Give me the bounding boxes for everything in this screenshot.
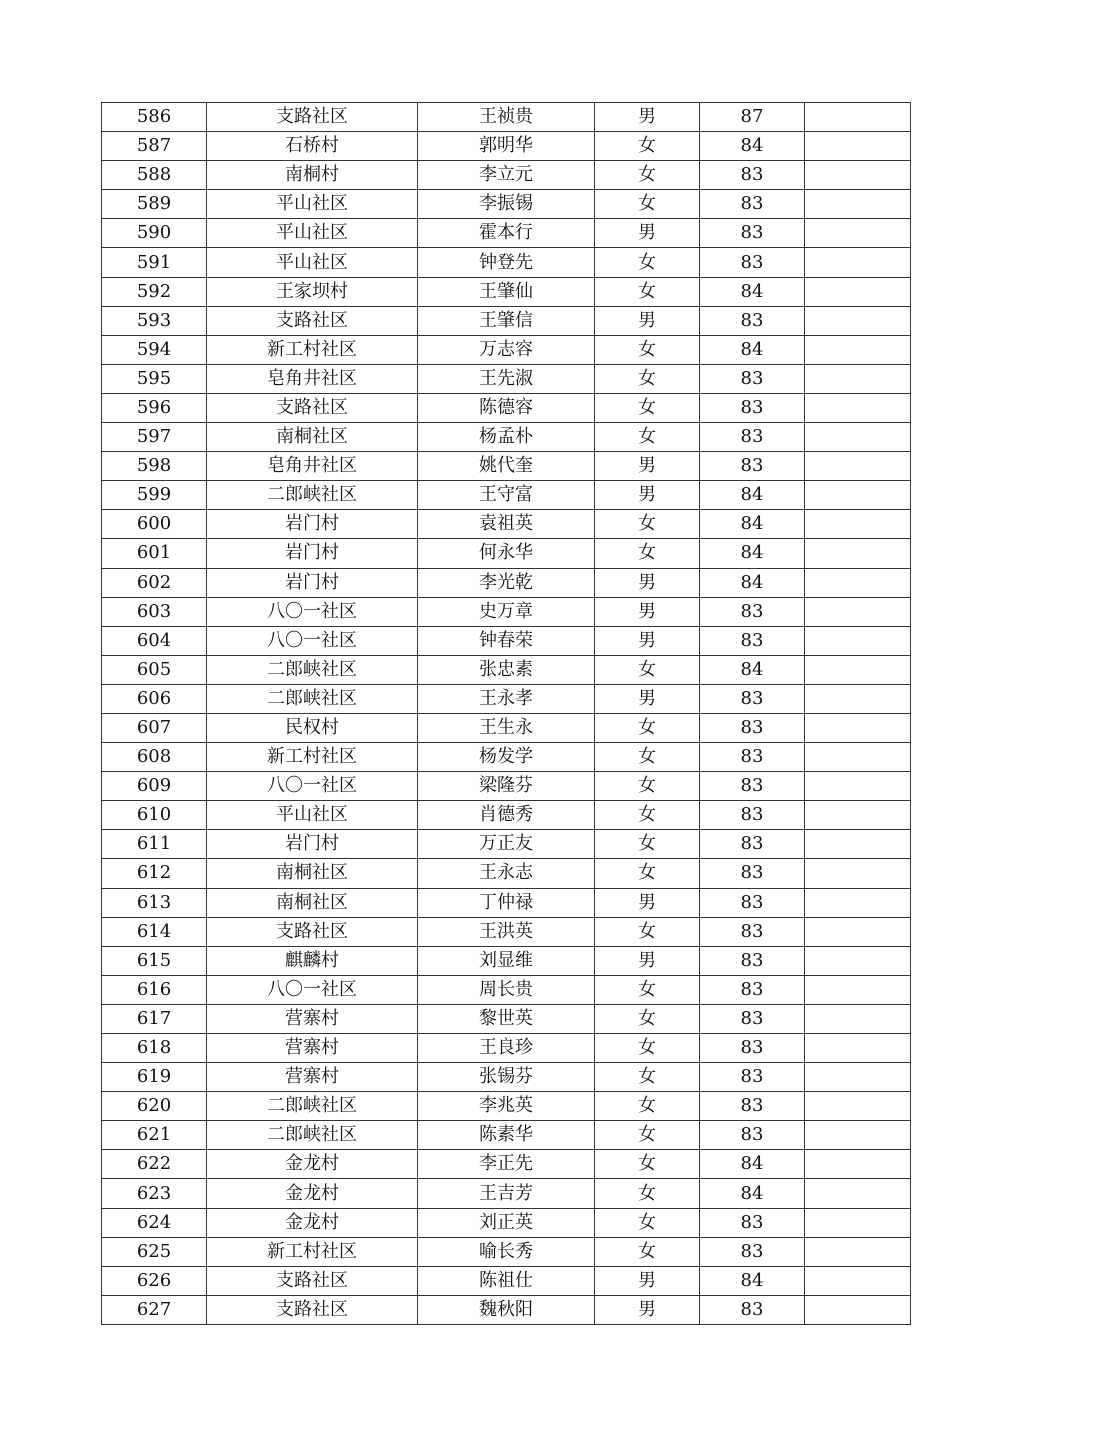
row-number-cell: 591 — [102, 248, 207, 277]
community-cell: 新工村社区 — [207, 743, 418, 772]
gender-cell: 女 — [595, 277, 700, 306]
person-name-cell: 张锡芬 — [418, 1063, 595, 1092]
remark-cell — [805, 975, 911, 1004]
remark-cell — [805, 1237, 911, 1266]
community-cell: 民权村 — [207, 713, 418, 742]
person-name-cell: 杨发学 — [418, 743, 595, 772]
gender-cell: 女 — [595, 830, 700, 859]
table-row — [102, 1208, 911, 1237]
table-row — [102, 161, 911, 190]
row-number-cell: 588 — [102, 161, 207, 190]
table-row — [102, 859, 911, 888]
gender-cell: 男 — [595, 684, 700, 713]
person-name-cell: 王吉芳 — [418, 1179, 595, 1208]
remark-cell — [805, 568, 911, 597]
gender-cell: 男 — [595, 219, 700, 248]
age-cell: 84 — [700, 1179, 805, 1208]
age-cell: 83 — [700, 1237, 805, 1266]
table-row — [102, 1063, 911, 1092]
table-row — [102, 335, 911, 364]
gender-cell: 女 — [595, 248, 700, 277]
row-number-cell: 601 — [102, 539, 207, 568]
table-row — [102, 539, 911, 568]
table-row — [102, 423, 911, 452]
table-row — [102, 946, 911, 975]
community-cell: 新工村社区 — [207, 335, 418, 364]
age-cell: 84 — [700, 335, 805, 364]
gender-cell: 男 — [595, 481, 700, 510]
table-row — [102, 772, 911, 801]
person-name-cell: 陈德容 — [418, 393, 595, 422]
community-cell: 南桐村 — [207, 161, 418, 190]
row-number-cell: 609 — [102, 772, 207, 801]
community-cell: 八〇一社区 — [207, 626, 418, 655]
age-cell: 83 — [700, 830, 805, 859]
remark-cell — [805, 306, 911, 335]
row-number-cell: 604 — [102, 626, 207, 655]
row-number-cell: 594 — [102, 335, 207, 364]
age-cell: 84 — [700, 1150, 805, 1179]
gender-cell: 女 — [595, 655, 700, 684]
community-cell: 南桐社区 — [207, 423, 418, 452]
community-cell: 八〇一社区 — [207, 597, 418, 626]
table-row — [102, 1004, 911, 1033]
remark-cell — [805, 743, 911, 772]
person-name-cell: 何永华 — [418, 539, 595, 568]
gender-cell: 女 — [595, 1034, 700, 1063]
row-number-cell: 622 — [102, 1150, 207, 1179]
community-cell: 平山社区 — [207, 801, 418, 830]
table-row — [102, 1266, 911, 1295]
row-number-cell: 618 — [102, 1034, 207, 1063]
person-name-cell: 杨孟朴 — [418, 423, 595, 452]
age-cell: 83 — [700, 1034, 805, 1063]
gender-cell: 男 — [595, 626, 700, 655]
table-row — [102, 1237, 911, 1266]
table-row — [102, 1034, 911, 1063]
remark-cell — [805, 1295, 911, 1324]
remark-cell — [805, 655, 911, 684]
table-row — [102, 655, 911, 684]
gender-cell: 女 — [595, 1063, 700, 1092]
community-cell: 新工村社区 — [207, 1237, 418, 1266]
table-row — [102, 393, 911, 422]
person-name-cell: 史万章 — [418, 597, 595, 626]
age-cell: 83 — [700, 1121, 805, 1150]
community-cell: 石桥村 — [207, 132, 418, 161]
table-row — [102, 743, 911, 772]
age-cell: 83 — [700, 713, 805, 742]
table-row — [102, 684, 911, 713]
remark-cell — [805, 1179, 911, 1208]
row-number-cell: 600 — [102, 510, 207, 539]
row-number-cell: 602 — [102, 568, 207, 597]
table-row — [102, 917, 911, 946]
remark-cell — [805, 1004, 911, 1033]
remark-cell — [805, 597, 911, 626]
person-name-cell: 万正友 — [418, 830, 595, 859]
remark-cell — [805, 364, 911, 393]
age-cell: 83 — [700, 248, 805, 277]
remark-cell — [805, 1034, 911, 1063]
age-cell: 83 — [700, 1004, 805, 1033]
age-cell: 83 — [700, 975, 805, 1004]
community-cell: 南桐社区 — [207, 888, 418, 917]
remark-cell — [805, 161, 911, 190]
age-cell: 83 — [700, 452, 805, 481]
person-name-cell: 李光乾 — [418, 568, 595, 597]
community-cell: 麒麟村 — [207, 946, 418, 975]
table-row — [102, 1121, 911, 1150]
community-cell: 营寨村 — [207, 1004, 418, 1033]
person-name-cell: 魏秋阳 — [418, 1295, 595, 1324]
table-row — [102, 830, 911, 859]
gender-cell: 女 — [595, 132, 700, 161]
remark-cell — [805, 219, 911, 248]
row-number-cell: 605 — [102, 655, 207, 684]
community-cell: 金龙村 — [207, 1179, 418, 1208]
community-cell: 平山社区 — [207, 248, 418, 277]
person-name-cell: 袁祖英 — [418, 510, 595, 539]
table-row — [102, 975, 911, 1004]
row-number-cell: 619 — [102, 1063, 207, 1092]
community-cell: 金龙村 — [207, 1150, 418, 1179]
remark-cell — [805, 510, 911, 539]
person-name-cell: 黎世英 — [418, 1004, 595, 1033]
row-number-cell: 616 — [102, 975, 207, 1004]
person-name-cell: 王永孝 — [418, 684, 595, 713]
age-cell: 83 — [700, 917, 805, 946]
age-cell: 87 — [700, 103, 805, 132]
table-row — [102, 132, 911, 161]
person-name-cell: 王肇信 — [418, 306, 595, 335]
remark-cell — [805, 452, 911, 481]
roster-table — [101, 102, 911, 1325]
gender-cell: 女 — [595, 1092, 700, 1121]
person-name-cell: 王洪英 — [418, 917, 595, 946]
age-cell: 83 — [700, 423, 805, 452]
person-name-cell: 李振锡 — [418, 190, 595, 219]
gender-cell: 女 — [595, 1208, 700, 1237]
remark-cell — [805, 626, 911, 655]
table-row — [102, 597, 911, 626]
person-name-cell: 丁仲禄 — [418, 888, 595, 917]
age-cell: 83 — [700, 801, 805, 830]
person-name-cell: 王良珍 — [418, 1034, 595, 1063]
age-cell: 84 — [700, 481, 805, 510]
community-cell: 二郎峡社区 — [207, 481, 418, 510]
age-cell: 84 — [700, 277, 805, 306]
gender-cell: 女 — [595, 1150, 700, 1179]
community-cell: 岩门村 — [207, 539, 418, 568]
gender-cell: 女 — [595, 1179, 700, 1208]
age-cell: 83 — [700, 743, 805, 772]
gender-cell: 女 — [595, 335, 700, 364]
person-name-cell: 肖德秀 — [418, 801, 595, 830]
gender-cell: 女 — [595, 1121, 700, 1150]
community-cell: 支路社区 — [207, 917, 418, 946]
age-cell: 83 — [700, 684, 805, 713]
table-row — [102, 626, 911, 655]
age-cell: 83 — [700, 626, 805, 655]
age-cell: 83 — [700, 364, 805, 393]
row-number-cell: 599 — [102, 481, 207, 510]
gender-cell: 女 — [595, 801, 700, 830]
table-row — [102, 1150, 911, 1179]
remark-cell — [805, 423, 911, 452]
row-number-cell: 621 — [102, 1121, 207, 1150]
row-number-cell: 593 — [102, 306, 207, 335]
person-name-cell: 王祯贵 — [418, 103, 595, 132]
age-cell: 83 — [700, 1295, 805, 1324]
age-cell: 83 — [700, 1208, 805, 1237]
age-cell: 84 — [700, 568, 805, 597]
age-cell: 84 — [700, 132, 805, 161]
community-cell: 支路社区 — [207, 1266, 418, 1295]
table-row — [102, 801, 911, 830]
person-name-cell: 刘显维 — [418, 946, 595, 975]
remark-cell — [805, 888, 911, 917]
person-name-cell: 张忠素 — [418, 655, 595, 684]
age-cell: 84 — [700, 655, 805, 684]
age-cell: 83 — [700, 161, 805, 190]
table-row — [102, 481, 911, 510]
remark-cell — [805, 393, 911, 422]
person-name-cell: 王生永 — [418, 713, 595, 742]
community-cell: 王家坝村 — [207, 277, 418, 306]
table-row — [102, 510, 911, 539]
remark-cell — [805, 1063, 911, 1092]
table-row — [102, 219, 911, 248]
gender-cell: 女 — [595, 423, 700, 452]
row-number-cell: 589 — [102, 190, 207, 219]
table-row — [102, 713, 911, 742]
age-cell: 83 — [700, 859, 805, 888]
community-cell: 平山社区 — [207, 219, 418, 248]
table-row — [102, 364, 911, 393]
row-number-cell: 627 — [102, 1295, 207, 1324]
gender-cell: 男 — [595, 1295, 700, 1324]
community-cell: 二郎峡社区 — [207, 1121, 418, 1150]
age-cell: 83 — [700, 888, 805, 917]
table-row — [102, 103, 911, 132]
remark-cell — [805, 132, 911, 161]
community-cell: 南桐社区 — [207, 859, 418, 888]
person-name-cell: 王先淑 — [418, 364, 595, 393]
person-name-cell: 陈素华 — [418, 1121, 595, 1150]
person-name-cell: 王肇仙 — [418, 277, 595, 306]
row-number-cell: 615 — [102, 946, 207, 975]
gender-cell: 男 — [595, 597, 700, 626]
gender-cell: 男 — [595, 888, 700, 917]
row-number-cell: 612 — [102, 859, 207, 888]
community-cell: 支路社区 — [207, 103, 418, 132]
person-name-cell: 陈祖仕 — [418, 1266, 595, 1295]
person-name-cell: 万志容 — [418, 335, 595, 364]
person-name-cell: 梁隆芬 — [418, 772, 595, 801]
row-number-cell: 597 — [102, 423, 207, 452]
gender-cell: 女 — [595, 859, 700, 888]
row-number-cell: 617 — [102, 1004, 207, 1033]
gender-cell: 女 — [595, 364, 700, 393]
remark-cell — [805, 1121, 911, 1150]
remark-cell — [805, 859, 911, 888]
remark-cell — [805, 1092, 911, 1121]
table-row — [102, 277, 911, 306]
community-cell: 二郎峡社区 — [207, 1092, 418, 1121]
row-number-cell: 595 — [102, 364, 207, 393]
row-number-cell: 614 — [102, 917, 207, 946]
remark-cell — [805, 830, 911, 859]
table-row — [102, 1295, 911, 1324]
community-cell: 二郎峡社区 — [207, 684, 418, 713]
age-cell: 83 — [700, 772, 805, 801]
age-cell: 83 — [700, 1063, 805, 1092]
person-name-cell: 王永志 — [418, 859, 595, 888]
person-name-cell: 周长贵 — [418, 975, 595, 1004]
row-number-cell: 590 — [102, 219, 207, 248]
age-cell: 83 — [700, 190, 805, 219]
row-number-cell: 598 — [102, 452, 207, 481]
person-name-cell: 王守富 — [418, 481, 595, 510]
gender-cell: 男 — [595, 1266, 700, 1295]
community-cell: 皂角井社区 — [207, 452, 418, 481]
row-number-cell: 611 — [102, 830, 207, 859]
table-row — [102, 1179, 911, 1208]
community-cell: 营寨村 — [207, 1034, 418, 1063]
row-number-cell: 592 — [102, 277, 207, 306]
table-row — [102, 452, 911, 481]
row-number-cell: 607 — [102, 713, 207, 742]
community-cell: 支路社区 — [207, 306, 418, 335]
community-cell: 岩门村 — [207, 568, 418, 597]
gender-cell: 女 — [595, 772, 700, 801]
row-number-cell: 613 — [102, 888, 207, 917]
person-name-cell: 刘正英 — [418, 1208, 595, 1237]
table-row — [102, 888, 911, 917]
person-name-cell: 霍本行 — [418, 219, 595, 248]
age-cell: 83 — [700, 946, 805, 975]
age-cell: 83 — [700, 597, 805, 626]
remark-cell — [805, 1150, 911, 1179]
remark-cell — [805, 772, 911, 801]
community-cell: 八〇一社区 — [207, 975, 418, 1004]
gender-cell: 女 — [595, 161, 700, 190]
community-cell: 支路社区 — [207, 1295, 418, 1324]
gender-cell: 女 — [595, 917, 700, 946]
community-cell: 岩门村 — [207, 830, 418, 859]
gender-cell: 男 — [595, 103, 700, 132]
person-name-cell: 李正先 — [418, 1150, 595, 1179]
community-cell: 金龙村 — [207, 1208, 418, 1237]
community-cell: 平山社区 — [207, 190, 418, 219]
row-number-cell: 620 — [102, 1092, 207, 1121]
community-cell: 岩门村 — [207, 510, 418, 539]
table-row — [102, 568, 911, 597]
person-name-cell: 李立元 — [418, 161, 595, 190]
remark-cell — [805, 103, 911, 132]
remark-cell — [805, 946, 911, 975]
row-number-cell: 626 — [102, 1266, 207, 1295]
table-row — [102, 248, 911, 277]
age-cell: 84 — [700, 539, 805, 568]
person-name-cell: 姚代奎 — [418, 452, 595, 481]
table-row — [102, 1092, 911, 1121]
community-cell: 营寨村 — [207, 1063, 418, 1092]
remark-cell — [805, 539, 911, 568]
row-number-cell: 610 — [102, 801, 207, 830]
age-cell: 83 — [700, 306, 805, 335]
row-number-cell: 625 — [102, 1237, 207, 1266]
remark-cell — [805, 248, 911, 277]
gender-cell: 男 — [595, 452, 700, 481]
community-cell: 支路社区 — [207, 393, 418, 422]
person-name-cell: 郭明华 — [418, 132, 595, 161]
row-number-cell: 606 — [102, 684, 207, 713]
table-row — [102, 306, 911, 335]
gender-cell: 女 — [595, 1237, 700, 1266]
person-name-cell: 李兆英 — [418, 1092, 595, 1121]
gender-cell: 女 — [595, 743, 700, 772]
remark-cell — [805, 917, 911, 946]
gender-cell: 男 — [595, 946, 700, 975]
table-row — [102, 190, 911, 219]
gender-cell: 女 — [595, 975, 700, 1004]
age-cell: 83 — [700, 219, 805, 248]
gender-cell: 男 — [595, 306, 700, 335]
remark-cell — [805, 713, 911, 742]
gender-cell: 女 — [595, 539, 700, 568]
age-cell: 83 — [700, 393, 805, 422]
remark-cell — [805, 277, 911, 306]
row-number-cell: 624 — [102, 1208, 207, 1237]
remark-cell — [805, 1208, 911, 1237]
roster-table-body — [102, 103, 911, 1325]
gender-cell: 男 — [595, 568, 700, 597]
row-number-cell: 603 — [102, 597, 207, 626]
age-cell: 83 — [700, 1092, 805, 1121]
age-cell: 84 — [700, 1266, 805, 1295]
remark-cell — [805, 481, 911, 510]
remark-cell — [805, 1266, 911, 1295]
person-name-cell: 喻长秀 — [418, 1237, 595, 1266]
gender-cell: 女 — [595, 713, 700, 742]
person-name-cell: 钟春荣 — [418, 626, 595, 655]
community-cell: 皂角井社区 — [207, 364, 418, 393]
age-cell: 84 — [700, 510, 805, 539]
row-number-cell: 587 — [102, 132, 207, 161]
gender-cell: 女 — [595, 393, 700, 422]
remark-cell — [805, 801, 911, 830]
row-number-cell: 623 — [102, 1179, 207, 1208]
person-name-cell: 钟登先 — [418, 248, 595, 277]
gender-cell: 女 — [595, 510, 700, 539]
community-cell: 八〇一社区 — [207, 772, 418, 801]
community-cell: 二郎峡社区 — [207, 655, 418, 684]
gender-cell: 女 — [595, 190, 700, 219]
remark-cell — [805, 335, 911, 364]
remark-cell — [805, 190, 911, 219]
remark-cell — [805, 684, 911, 713]
row-number-cell: 608 — [102, 743, 207, 772]
row-number-cell: 596 — [102, 393, 207, 422]
gender-cell: 女 — [595, 1004, 700, 1033]
row-number-cell: 586 — [102, 103, 207, 132]
